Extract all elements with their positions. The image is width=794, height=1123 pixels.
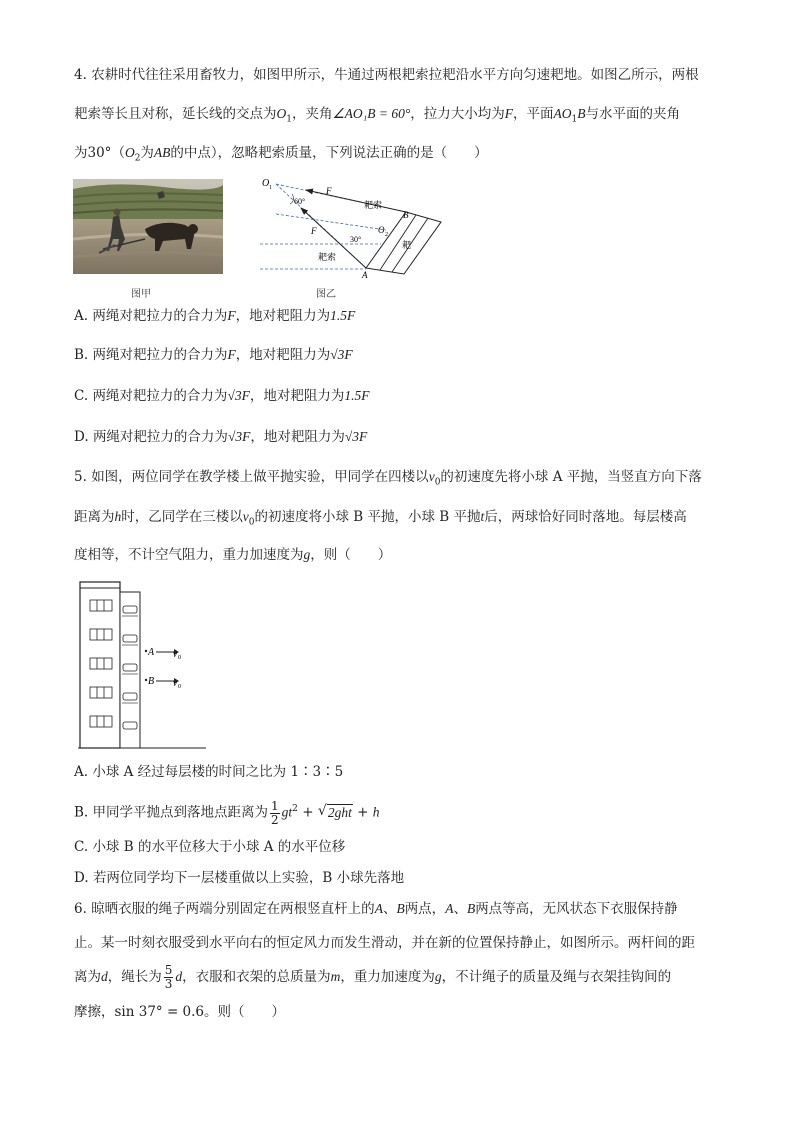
q4-photo-ox-plough: [73, 179, 223, 274]
q5-stem-line-2: 距离为h时，乙同学在三楼以$v_0$的初速度将小球 B 平抛，小球 B 平抛t后，两球恰好同时落地。每层楼高: [74, 509, 687, 528]
label-rake: 耙: [402, 240, 412, 250]
label-o2: O: [378, 225, 385, 235]
svg-text:1: 1: [269, 185, 272, 191]
q5-building-diagram: [78, 578, 208, 750]
q6-stem-line-4: 摩擦，sin 37° = 0.6。则（ ）: [74, 1004, 286, 1020]
label-b: B: [403, 210, 409, 220]
q4-stem-line-3: 为$30^\circ(O_2$为AB的中点），忽略耙索质量，下列说法正确的是（ ）: [74, 145, 488, 164]
label-v0-b: v: [173, 678, 177, 688]
label-60: 60°: [294, 197, 306, 206]
q5-option-b: B. 甲同学平抛点到落地点距离为 $\frac{1}{2}$ $gt^2$ + √ 2ght + h: [74, 796, 379, 827]
q4-option-d: D. 两绳对耙拉力的合力为√3F，地对耙阻力为√3F: [74, 429, 368, 445]
q5-option-c: C. 小球 B 的水平位移大于小球 A 的水平位移: [74, 839, 346, 855]
q5-option-d: D. 若两位同学均下一层楼重做以上实验，B 小球先落地: [74, 870, 405, 886]
label-ball-a: A: [148, 647, 155, 658]
q6-stem-line-3: 离为d，绳长为 $\frac{5}{3}$ d，衣服和衣架的总质量为m，重力加速度为g，不计绳子的质量及绳与衣架挂钩间的: [74, 963, 672, 991]
label-rope-bottom: 耙索: [318, 252, 337, 262]
label-o1: O: [262, 178, 270, 189]
svg-text:0: 0: [178, 684, 181, 690]
q4-option-a: A. 两绳对耙拉力的合力为F，地对耙阻力为1.5F: [74, 308, 356, 324]
q5-stem-line-1: 5. 如图，两位同学在教学楼上做平抛实验，甲同学在四楼以$v_0$的初速度先将小球 A 平抛，当竖直方向下落: [74, 469, 702, 488]
label-a: A: [362, 270, 368, 280]
q4-fig-left-caption: 图甲: [131, 289, 151, 300]
q4-force-diagram: [256, 172, 456, 282]
q6-stem-line-1: 6. 晾晒衣服的绳子两端分别固定在两根竖直杆上的A、B两点，A、B两点等高，无风状态下衣服保持静: [74, 901, 678, 917]
q4-option-c: C. 两绳对耙拉力的合力为√3F，地对耙阻力为1.5F: [74, 388, 370, 404]
label-f-top: F: [326, 186, 332, 196]
q5-option-a: A. 小球 A 经过每层楼的时间之比为 1∶3∶5: [74, 764, 344, 780]
q4-angle-expr: ∠AO₁B = 60°: [332, 106, 411, 121]
label-rope-top: 耙索: [364, 200, 383, 210]
q4-stem-line-2: 耙索等长且对称，延长线的交点为$O_1$，夹角∠AO₁B = 60°，拉力大小均为F，平面$AO_1B$与水平面的夹角: [74, 106, 681, 125]
label-ball-b: B: [148, 676, 155, 687]
label-v0-a: v: [173, 649, 177, 659]
q4-option-b: B. 两绳对耙拉力的合力为F，地对耙阻力为√3F: [74, 347, 353, 363]
q6-number: 6.: [74, 901, 87, 917]
q6-stem-line-2: 止。某一时刻衣服受到水平向右的恒定风力而发生滑动，并在新的位置保持静止，如图所示。两杆间的距: [74, 935, 695, 951]
label-30: 30°: [350, 235, 362, 244]
svg-text:2: 2: [385, 232, 388, 238]
q4-number: 4.: [74, 67, 87, 83]
svg-text:0: 0: [178, 655, 181, 661]
q4-fig-right-caption: 图乙: [316, 289, 336, 300]
q4-stem-line-1: 4. 农耕时代往往采用畜牧力，如图甲所示，牛通过两根耙索拉耙沿水平方向匀速耙地。如图乙所示，两根: [74, 67, 699, 83]
label-f-bottom: F: [311, 226, 317, 236]
q5-number: 5.: [74, 469, 87, 485]
q5-stem-line-3: 度相等，不计空气阻力，重力加速度为g，则（ ）: [74, 547, 392, 563]
